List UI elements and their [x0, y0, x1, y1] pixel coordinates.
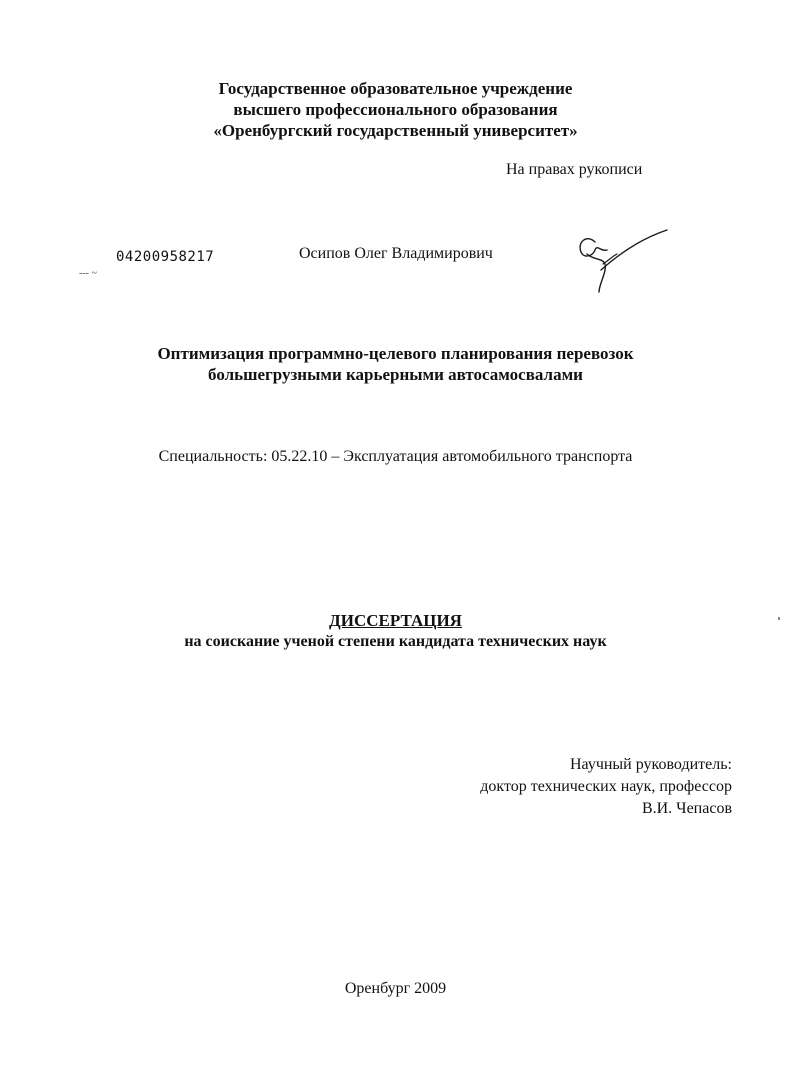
supervisor-name: В.И. Чепасов: [641, 800, 732, 817]
institution-line-2: высшего профессионального образования: [233, 100, 558, 119]
supervisor-label: Научный руководитель:: [569, 756, 732, 773]
institution-header: [0, 78, 791, 141]
scan-speck: [778, 617, 780, 620]
specialty: Специальность: 05.22.10 – Эксплуатация автомобильного транспорта: [158, 448, 633, 465]
archive-code: 04200958217: [116, 249, 215, 265]
institution-line-1: Государственное образовательное учреждение: [218, 79, 573, 98]
dissertation-title: [0, 343, 791, 385]
title-line-1: Оптимизация программно-целевого планирования перевозок: [157, 344, 634, 363]
supervisor-credentials: доктор технических наук, профессор: [480, 778, 732, 795]
supervisor-block: [480, 754, 732, 820]
signature-icon: [573, 226, 673, 296]
author-name: Осипов Олег Владимирович: [299, 245, 493, 262]
institution-line-3: «Оренбургский государственный университет»: [213, 121, 578, 140]
city-year: Оренбург 2009: [344, 980, 447, 997]
title-line-2: большегрузными карьерными автосамосвалами: [208, 365, 583, 384]
scan-mark: --- ~: [79, 268, 97, 279]
manuscript-note: На правах рукописи: [506, 161, 643, 178]
degree-line: на соискание ученой степени кандидата технических наук: [184, 633, 607, 650]
document-type: ДИССЕРТАЦИЯ: [329, 611, 462, 630]
